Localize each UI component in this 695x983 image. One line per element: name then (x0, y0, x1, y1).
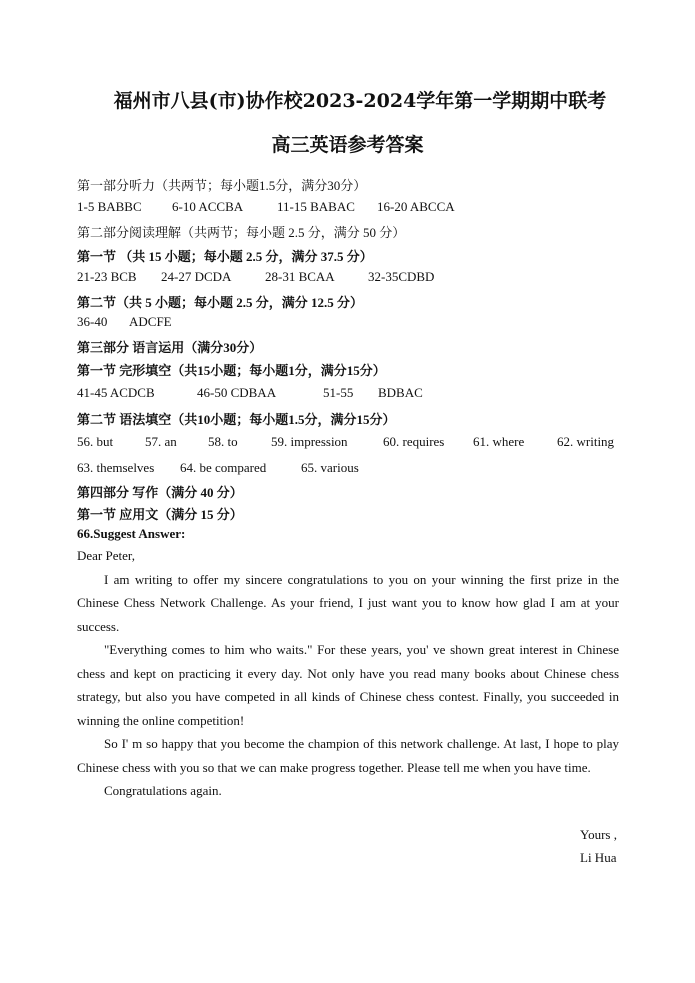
document-subtitle: 高三英语参考答案 (271, 134, 424, 156)
document-title: 福州市八县(市)协作校2023-2024学年第一学期期中联考 (113, 90, 607, 112)
letter-body (77, 544, 619, 803)
answer-group: ADCFE (129, 314, 172, 329)
grammar-answer: 59. impression (271, 434, 348, 449)
letter-signature: Li Hua (580, 850, 617, 865)
part1-answers (77, 199, 637, 217)
part3-section2-row1 (77, 434, 622, 452)
letter-closing: Yours , (580, 827, 617, 842)
answer-range: 36-40 (77, 314, 108, 329)
letter-paragraph: So I' m so happy that you become the champion of this network challenge. At last, I hope to play Chinese chess with you so that we can make progress together. Please tell me when you have time. (77, 736, 619, 775)
grammar-answer: 57. an (145, 434, 177, 449)
answer-group: 21-23 BCB (77, 269, 137, 284)
letter-greeting: Dear Peter, (77, 548, 135, 563)
part2-section1-heading: 第一节 （共 15 小题；每小题 2.5 分，满分 37.5 分） (77, 249, 373, 264)
answer-group: 6-10 ACCBA (172, 199, 244, 214)
grammar-answer: 64. be compared (180, 460, 267, 475)
part4-section1-heading: 第一节 应用文（满分 15 分） (77, 507, 243, 522)
part3-heading: 第三部分 语言运用（满分30分） (77, 340, 263, 355)
suggest-answer-label: 66.Suggest Answer: (77, 526, 186, 541)
grammar-answer: 56. but (77, 434, 114, 449)
grammar-answer: 62. writing (557, 434, 615, 449)
part2-section2-heading: 第二节（共 5 小题；每小题 2.5 分，满分 12.5 分） (77, 295, 364, 310)
part3-section2-row2 (77, 460, 477, 478)
grammar-answer: 65. various (301, 460, 359, 475)
grammar-answer: 58. to (208, 434, 238, 449)
grammar-answer: 61. where (473, 434, 525, 449)
answer-group: 1-5 BABBC (77, 199, 142, 214)
answer-group: 32-35CDBD (368, 269, 435, 284)
part3-section1-answers (77, 385, 637, 403)
letter-paragraph: I am writing to offer my sincere congratulations to you on your winning the first prize in the Chinese Chess Network Challenge. As your friend, I just want you to know how glad I am at your success. (77, 571, 619, 634)
part2-section2-answers (77, 314, 277, 332)
part3-section2-heading: 第二节 语法填空（共10小题；每小题1.5分，满分15分） (77, 412, 396, 427)
answer-group: BDBAC (378, 385, 423, 400)
answer-group: 46-50 CDBAA (197, 385, 277, 400)
answer-range: 51-55 (323, 385, 354, 400)
grammar-answer: 63. themselves (77, 460, 155, 475)
answer-group: 41-45 ACDCB (77, 385, 155, 400)
grammar-answer: 60. requires (383, 434, 445, 449)
part2-section1-answers (77, 269, 637, 287)
answer-group: 11-15 BABAC (277, 199, 355, 214)
part4-heading: 第四部分 写作（满分 40 分） (77, 485, 243, 500)
part2-heading: 第二部分阅读理解（共两节；每小题 2.5 分，满分 50 分） (77, 225, 406, 240)
part3-section1-heading: 第一节 完形填空（共15小题；每小题1分，满分15分） (77, 363, 386, 378)
letter-paragraph: "Everything comes to him who waits." For these years, you' ve shown great interest in Chinese chess and kept on practicing it every day. Not only have you read many books about Chinese chess strategy, but also you have competed in all kinds of Chinese chess contest. Finally, you succeeded in winning the online competition! (77, 642, 619, 728)
letter-paragraph: Congratulations again. (104, 783, 222, 798)
answer-group: 16-20 ABCCA (377, 199, 455, 214)
answer-group: 28-31 BCAA (265, 269, 335, 284)
answer-group: 24-27 DCDA (161, 269, 232, 284)
part1-heading: 第一部分听力（共两节；每小题1.5分，满分30分） (77, 178, 367, 193)
